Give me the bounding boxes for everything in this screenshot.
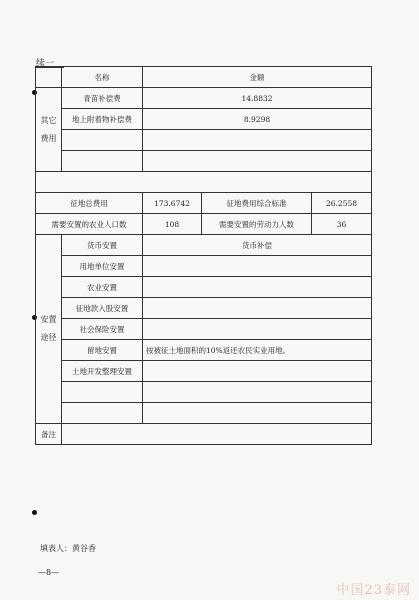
- resettlement-name: 货币安置: [62, 235, 143, 256]
- header-row: [36, 67, 372, 88]
- resettlement-row: [36, 382, 372, 403]
- other-cost-row: [36, 130, 372, 151]
- binding-hole: [32, 510, 37, 515]
- other-cost-amount: 8.9298: [143, 109, 372, 130]
- resettlement-name: 留地安置: [62, 340, 143, 361]
- resettlement-value: 按被征土地面积的10%返还农民实业用地。: [143, 340, 372, 361]
- other-cost-name: 青苗补偿费: [62, 88, 143, 109]
- other-cost-amount: [143, 130, 372, 151]
- standard-value: 26.2558: [312, 193, 372, 214]
- watermark: 中国23泰网: [336, 583, 411, 598]
- remarks-row: [36, 424, 372, 445]
- remarks-label: 备注: [36, 424, 62, 445]
- page-number: —8—: [38, 568, 60, 577]
- resettlement-value: [143, 256, 372, 277]
- land-acquisition-cost-table: [35, 66, 372, 445]
- resettlement-name: [62, 403, 143, 424]
- other-cost-name: [62, 130, 143, 151]
- header-amount: 金额: [143, 67, 372, 88]
- resettlement-row: [36, 298, 372, 319]
- other-cost-row: [36, 88, 372, 109]
- resettlement-name: 土地开发整理安置: [62, 361, 143, 382]
- resettlement-section-label: 安置途径: [36, 235, 62, 424]
- total-cost-label: 征地总费用: [36, 193, 143, 214]
- labor-value: 36: [312, 214, 372, 235]
- resettlement-name: [62, 382, 143, 403]
- population-row: [36, 214, 372, 235]
- resettlement-value: [143, 361, 372, 382]
- resettlement-value: 货币补偿: [143, 235, 372, 256]
- total-cost-value: 173.6742: [143, 193, 202, 214]
- other-cost-amount: 14.8832: [143, 88, 372, 109]
- resettlement-row: [36, 256, 372, 277]
- resettlement-value: [143, 298, 372, 319]
- filler-signature: 填表人：黄谷香: [40, 544, 96, 553]
- resettlement-value: [143, 277, 372, 298]
- continuation-label: 续一: [36, 59, 55, 69]
- resettlement-row: [36, 277, 372, 298]
- resettlement-name: 用地单位安置: [62, 256, 143, 277]
- resettlement-value: [143, 382, 372, 403]
- resettlement-name: 社会保险安置: [62, 319, 143, 340]
- resettlement-name: 征地款入股安置: [62, 298, 143, 319]
- remarks-content: [62, 424, 372, 445]
- spacer-row: [36, 172, 372, 193]
- other-cost-amount: [143, 151, 372, 172]
- other-costs-section-label: 其它费用: [36, 88, 62, 172]
- resettlement-row: [36, 403, 372, 424]
- other-cost-row: [36, 109, 372, 130]
- resettlement-value: [143, 319, 372, 340]
- agri-pop-value: 108: [143, 214, 202, 235]
- header-name: 名称: [62, 67, 143, 88]
- resettlement-row: [36, 319, 372, 340]
- resettlement-row: [36, 340, 372, 361]
- other-cost-row: [36, 151, 372, 172]
- total-cost-row: [36, 193, 372, 214]
- resettlement-name: 农业安置: [62, 277, 143, 298]
- other-cost-name: [62, 151, 143, 172]
- standard-label: 征地费用综合标准: [202, 193, 312, 214]
- resettlement-value: [143, 403, 372, 424]
- other-cost-name: 地上附着物补偿费: [62, 109, 143, 130]
- resettlement-row: [36, 235, 372, 256]
- header-blank-cell: [36, 67, 62, 88]
- labor-label: 需要安置的劳动力人数: [202, 214, 312, 235]
- agri-pop-label: 需要安置的农业人口数: [36, 214, 143, 235]
- spacer-cell: [36, 172, 372, 193]
- resettlement-row: [36, 361, 372, 382]
